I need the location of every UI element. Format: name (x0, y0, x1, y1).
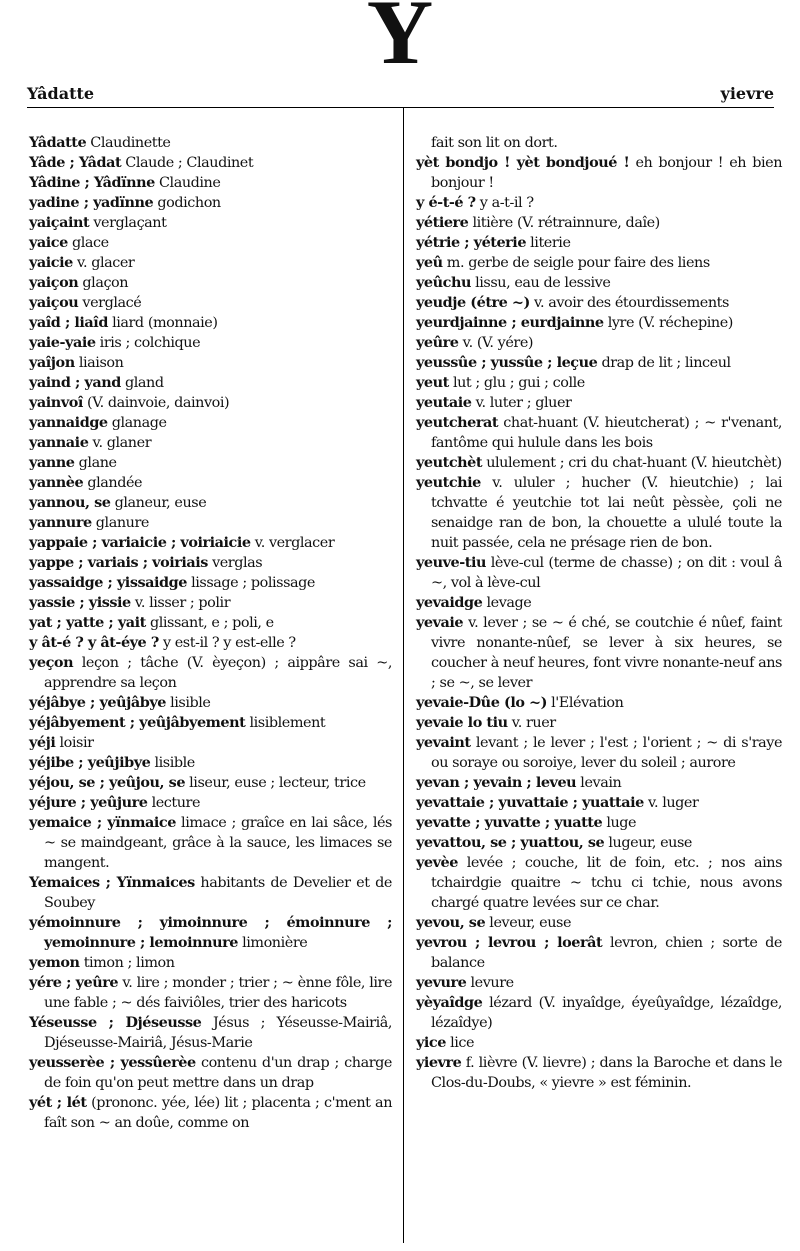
entry-definition: v. glacer (76, 255, 135, 271)
entry-headword: yevatte ; yuvatte ; yuatte (416, 814, 603, 831)
entry-headword: yéjâbyement ; yeûjâbyement (29, 714, 246, 731)
dictionary-entry (416, 553, 782, 593)
entry-definition: v. luter ; gluer (475, 395, 572, 411)
entry-definition: iris ; colchique (99, 335, 201, 351)
dictionary-entry (29, 373, 392, 393)
entry-headword: yice (416, 1034, 446, 1051)
entry-definition: v. glaner (92, 435, 152, 451)
dictionary-entry (29, 733, 392, 753)
dictionary-entry (416, 733, 782, 773)
dictionary-entry (29, 793, 392, 813)
dictionary-entry (29, 213, 392, 233)
dictionary-entry (416, 1053, 782, 1093)
entry-definition: m. gerbe de seigle pour faire des liens (446, 255, 710, 271)
entry-definition: lyre (V. réchepine) (607, 315, 733, 331)
entry-headword: yèt bondjo ! yèt bondjoué ! (416, 154, 630, 171)
dictionary-entry (29, 873, 392, 913)
dictionary-entry (29, 1013, 392, 1053)
entry-definition: leçon ; tâche (V. èyeçon) ; aippâre sai ~, apprendre sa leçon (44, 655, 392, 691)
left-column (29, 133, 392, 1133)
dictionary-entry (29, 553, 392, 573)
entry-headword: y é-t-é ? (416, 194, 476, 211)
entry-definition: (prononc. yée, lée) lit ; placenta ; c'ment an faît son ~ an doûe, comme on (44, 1095, 393, 1131)
entry-definition: Claude ; Claudinet (125, 155, 254, 171)
entry-definition: glane (78, 455, 117, 471)
dictionary-entry (29, 973, 392, 1013)
header-rule (27, 107, 774, 108)
column-divider (403, 107, 404, 1243)
entry-headword: yaice (29, 234, 68, 251)
entry-headword: yeutchèt (416, 454, 483, 471)
dictionary-entry (29, 813, 392, 873)
entry-definition: v. lever ; se ~ é ché, se coutchie é nûef, faint vivre nonante-nûef, se lever à six heures, se coucher à neuf heures, font vivre nonante-neuf ans ; se ~, se lever (431, 615, 783, 691)
entry-headword: yaîjon (29, 354, 75, 371)
entry-headword: yadine ; yadïnne (29, 194, 154, 211)
dictionary-entry (416, 473, 782, 553)
dictionary-entry (416, 853, 782, 913)
dictionary-entry (416, 193, 782, 213)
entry-definition: levant ; le lever ; l'est ; l'orient ; ~ di s'raye ou soraye ou soroiye, lever du soleil ; aurore (431, 735, 783, 771)
entry-headword: yeurdjainne ; eurdjainne (416, 314, 604, 331)
entry-headword: yèyaîdge (416, 994, 483, 1011)
dictionary-entry (29, 573, 392, 593)
dictionary-entry (416, 913, 782, 933)
entry-headword: yainvoî (29, 394, 83, 411)
entry-definition: v. avoir des étourdissements (534, 295, 729, 311)
entry-headword: yevaie-Dûe (lo ~) (416, 694, 548, 711)
dictionary-entry (29, 1093, 392, 1133)
entry-headword: Yâdatte (29, 134, 87, 151)
entry-definition: chat-huant (V. hieutcherat) ; ~ r'venant, fantôme qui hulule dans les bois (431, 415, 782, 451)
dictionary-entry (29, 913, 392, 953)
dictionary-entry (416, 293, 782, 313)
entry-definition: Jésus ; Yéseusse-Mairiâ, Djéseusse-Mairiâ, Jésus-Marie (44, 1015, 392, 1051)
entry-headword: yétiere (416, 214, 469, 231)
dictionary-entry (29, 233, 392, 253)
dictionary-entry (416, 333, 782, 353)
dictionary-entry (29, 513, 392, 533)
entry-headword: yievre (416, 1054, 462, 1071)
right-column (416, 133, 782, 1093)
entry-headword: yevaidge (416, 594, 483, 611)
dictionary-entry (29, 253, 392, 273)
dictionary-entry (416, 593, 782, 613)
entry-headword: yaiçon (29, 274, 79, 291)
entry-headword: yétrie ; yéterie (416, 234, 527, 251)
entry-headword: yeûchu (416, 274, 471, 291)
dictionary-entry (416, 793, 782, 813)
entry-definition: gland (124, 375, 164, 391)
dictionary-entry (29, 533, 392, 553)
dictionary-entry (29, 173, 392, 193)
entry-headword: yevattou, se ; yuattou, se (416, 834, 605, 851)
entry-definition: lisible (154, 755, 195, 771)
entry-definition: timon ; limon (83, 955, 175, 971)
dictionary-entry (416, 213, 782, 233)
entry-definition: levure (470, 975, 514, 991)
dictionary-entry (29, 633, 392, 653)
entry-headword: yevan ; yevain ; leveu (416, 774, 577, 791)
dictionary-entry (416, 153, 782, 193)
entry-definition: fait son lit on dort. (431, 135, 558, 151)
entry-definition: liseur, euse ; lecteur, trice (189, 775, 366, 791)
dictionary-entry (29, 753, 392, 773)
entry-headword: yaiçou (29, 294, 79, 311)
entry-definition: v. ululer ; hucher (V. hieutchie) ; lai tchvatte é yeutchie tot lai neût pèssèe, çoli ne senaidge ran de bon, la chouette a ululé toute la nuit passée, cela ne présage rien de bon. (431, 475, 782, 551)
entry-definition: levage (486, 595, 532, 611)
entry-definition: glissant, e ; poli, e (149, 615, 274, 631)
entry-definition: v. lisser ; polir (134, 595, 231, 611)
entry-definition: glanure (95, 515, 149, 531)
dictionary-entry (29, 433, 392, 453)
entry-definition: lisiblement (249, 715, 326, 731)
entry-headword: yannure (29, 514, 92, 531)
entry-headword: yeussûe ; yussûe ; leçue (416, 354, 598, 371)
entry-headword: yeutcherat (416, 414, 499, 431)
dictionary-entry (29, 653, 392, 693)
entry-definition: v. luger (647, 795, 699, 811)
entry-definition: contenu d'un drap ; charge de foin qu'on peut mettre dans un drap (44, 1055, 392, 1091)
dictionary-entry (416, 613, 782, 693)
dictionary-entry (29, 273, 392, 293)
dictionary-entry (416, 233, 782, 253)
dictionary-entry (29, 493, 392, 513)
entry-headword: Yéseusse ; Djéseusse (29, 1014, 202, 1031)
entry-headword: yaiçaint (29, 214, 90, 231)
entry-headword: yeutchie (416, 474, 481, 491)
dictionary-entry (29, 473, 392, 493)
dictionary-entry (29, 293, 392, 313)
entry-headword: yevaie lo tiu (416, 714, 508, 731)
entry-headword: yeû (416, 254, 443, 271)
dictionary-entry (29, 393, 392, 413)
entry-definition: liard (monnaie) (112, 315, 218, 331)
dictionary-entry (416, 273, 782, 293)
entry-definition: (V. dainvoie, dainvoi) (87, 395, 230, 411)
dictionary-entry (416, 833, 782, 853)
entry-headword: yevaint (416, 734, 471, 751)
entry-definition: f. lièvre (V. lievre) ; dans la Baroche et dans le Clos-du-Doubs, « yievre » est féminin. (431, 1055, 783, 1091)
entry-headword: yevaie (416, 614, 464, 631)
entry-headword: yéji (29, 734, 56, 751)
entry-headword: yaîd ; liaîd (29, 314, 108, 331)
entry-headword: yevure (416, 974, 467, 991)
entry-headword: yeudje (étre ~) (416, 294, 530, 311)
entry-definition: glaneur, euse (114, 495, 207, 511)
dictionary-entry (416, 353, 782, 373)
dictionary-entry (416, 453, 782, 473)
entry-headword: yannaie (29, 434, 89, 451)
dictionary-entry (29, 353, 392, 373)
entry-headword: yassaidge ; yissaidge (29, 574, 187, 591)
entry-headword: yemon (29, 954, 80, 971)
entry-headword: yeutaie (416, 394, 472, 411)
dictionary-entry (416, 993, 782, 1033)
entry-definition: eh bonjour ! eh bien bonjour ! (431, 155, 783, 191)
dictionary-entry (29, 693, 392, 713)
entry-definition: leveur, euse (489, 915, 572, 931)
entry-continuation (416, 133, 782, 153)
dictionary-entry (29, 773, 392, 793)
entry-headword: yannèe (29, 474, 84, 491)
entry-headword: yappaie ; variaicie ; voiriaicie (29, 534, 251, 551)
dictionary-entry (416, 373, 782, 393)
entry-headword: Yâdine ; Yâdïnne (29, 174, 155, 191)
entry-definition: habitants de Develier et de Soubey (44, 875, 393, 911)
entry-headword: yappe ; variais ; voiriais (29, 554, 208, 571)
entry-definition: litière (V. rétrainnure, daîe) (472, 215, 660, 231)
dictionary-entry (29, 313, 392, 333)
entry-headword: y ât-é ? y ât-éye ? (29, 634, 159, 651)
entry-headword: yéjâbye ; yeûjâbye (29, 694, 166, 711)
entry-headword: yanne (29, 454, 75, 471)
entry-definition: lissu, eau de lessive (475, 275, 611, 291)
entry-definition: v. (V. yére) (462, 335, 534, 351)
entry-definition: lisible (170, 695, 211, 711)
entry-headword: yét ; lét (29, 1094, 87, 1111)
dictionary-entry (416, 693, 782, 713)
dictionary-entry (29, 193, 392, 213)
entry-definition: l'Elévation (551, 695, 624, 711)
running-header-last: yievre (720, 84, 774, 103)
entry-headword: yeûre (416, 334, 459, 351)
dictionary-entry (29, 413, 392, 433)
entry-definition: lugeur, euse (608, 835, 692, 851)
entry-definition: glace (71, 235, 109, 251)
entry-definition: lut ; glu ; gui ; colle (452, 375, 585, 391)
entry-headword: yaicie (29, 254, 73, 271)
entry-definition: levron, chien ; sorte de balance (431, 935, 782, 971)
entry-headword: yéjibe ; yeûjibye (29, 754, 151, 771)
entry-headword: yéjure ; yeûjure (29, 794, 148, 811)
dictionary-entry (416, 253, 782, 273)
entry-definition: lice (450, 1035, 475, 1051)
entry-definition: lézard (V. inyaîdge, éyeûyaîdge, lézaîdge, lézaîdye) (431, 995, 783, 1031)
entry-definition: lecture (151, 795, 201, 811)
dictionary-entry (29, 333, 392, 353)
entry-headword: yannaidge (29, 414, 108, 431)
dictionary-entry (416, 773, 782, 793)
running-header-first: Yâdatte (27, 84, 95, 103)
entry-definition: glandée (87, 475, 143, 491)
dictionary-entry (29, 153, 392, 173)
entry-definition: drap de lit ; linceul (601, 355, 731, 371)
entry-headword: yaind ; yand (29, 374, 121, 391)
dictionary-entry (416, 393, 782, 413)
entry-headword: yeut (416, 374, 449, 391)
entry-headword: yeusserèe ; yessûerèe (29, 1054, 196, 1071)
entry-headword: yére ; yeûre (29, 974, 119, 991)
entry-definition: levée ; couche, lit de foin, etc. ; nos ains tchairdgie quaitre ~ tchu ci tchie, nous avons chargé quatre levées sur ce char. (431, 855, 783, 911)
dictionary-entry (29, 953, 392, 973)
entry-headword: yevou, se (416, 914, 486, 931)
dictionary-entry (29, 713, 392, 733)
entry-definition: glaçon (82, 275, 129, 291)
entry-headword: yat ; yatte ; yait (29, 614, 146, 631)
entry-headword: yevrou ; levrou ; loerât (416, 934, 603, 951)
entry-definition: limonière (242, 935, 308, 951)
dictionary-entry (416, 313, 782, 333)
dictionary-entry (416, 713, 782, 733)
entry-headword: yémoinnure ; yimoinnure ; émoinnure ; yemoinnure ; lemoinnure (29, 914, 392, 951)
dictionary-entry (29, 453, 392, 473)
entry-headword: yassie ; yissie (29, 594, 131, 611)
entry-definition: Claudinette (90, 135, 171, 151)
dictionary-entry (416, 413, 782, 453)
entry-definition: lève-cul (terme de chasse) ; on dit : voul â ~, vol à lève-cul (431, 555, 783, 591)
dictionary-entry (29, 133, 392, 153)
entry-definition: verglas (212, 555, 263, 571)
entry-definition: godichon (157, 195, 221, 211)
entry-headword: yeuve-tiu (416, 554, 486, 571)
entry-definition: ululement ; cri du chat-huant (V. hieutchèt) (486, 455, 782, 471)
entry-definition: y a-t-il ? (479, 195, 534, 211)
entry-headword: Yemaices ; Yïnmaices (29, 874, 195, 891)
dictionary-entry (416, 973, 782, 993)
entry-definition: lissage ; polissage (191, 575, 315, 591)
entry-headword: yannou, se (29, 494, 111, 511)
entry-definition: verglacé (82, 295, 142, 311)
entry-definition: limace ; graîce en lai sâce, lés ~ se maindgeant, grâce à la sauce, les limaces se mangent. (44, 815, 392, 871)
entry-definition: literie (530, 235, 571, 251)
dictionary-entry (416, 1033, 782, 1053)
entry-definition: v. lire ; monder ; trier ; ~ ènne fôle, lire une fable ; ~ dés faiviôles, trier des haricots (44, 975, 393, 1011)
entry-definition: v. verglacer (254, 535, 335, 551)
dictionary-entry (29, 1053, 392, 1093)
entry-headword: yaie-yaie (29, 334, 96, 351)
entry-definition: glanage (111, 415, 167, 431)
entry-definition: verglaçant (93, 215, 167, 231)
entry-headword: yevattaie ; yuvattaie ; yuattaie (416, 794, 644, 811)
entry-definition: v. ruer (511, 715, 556, 731)
section-letter: Y (366, 0, 434, 83)
dictionary-entry (416, 813, 782, 833)
entry-headword: Yâde ; Yâdat (29, 154, 122, 171)
dictionary-entry (29, 613, 392, 633)
entry-definition: Claudine (158, 175, 221, 191)
entry-definition: liaison (78, 355, 124, 371)
entry-definition: loisir (59, 735, 94, 751)
entry-definition: luge (606, 815, 637, 831)
dictionary-entry (29, 593, 392, 613)
entry-headword: yemaice ; yïnmaice (29, 814, 176, 831)
entry-definition: levain (580, 775, 622, 791)
entry-headword: yevèe (416, 854, 458, 871)
entry-headword: yéjou, se ; yeûjou, se (29, 774, 186, 791)
entry-headword: yeçon (29, 654, 74, 671)
dictionary-entry (416, 933, 782, 973)
entry-definition: y est-il ? y est-elle ? (162, 635, 296, 651)
